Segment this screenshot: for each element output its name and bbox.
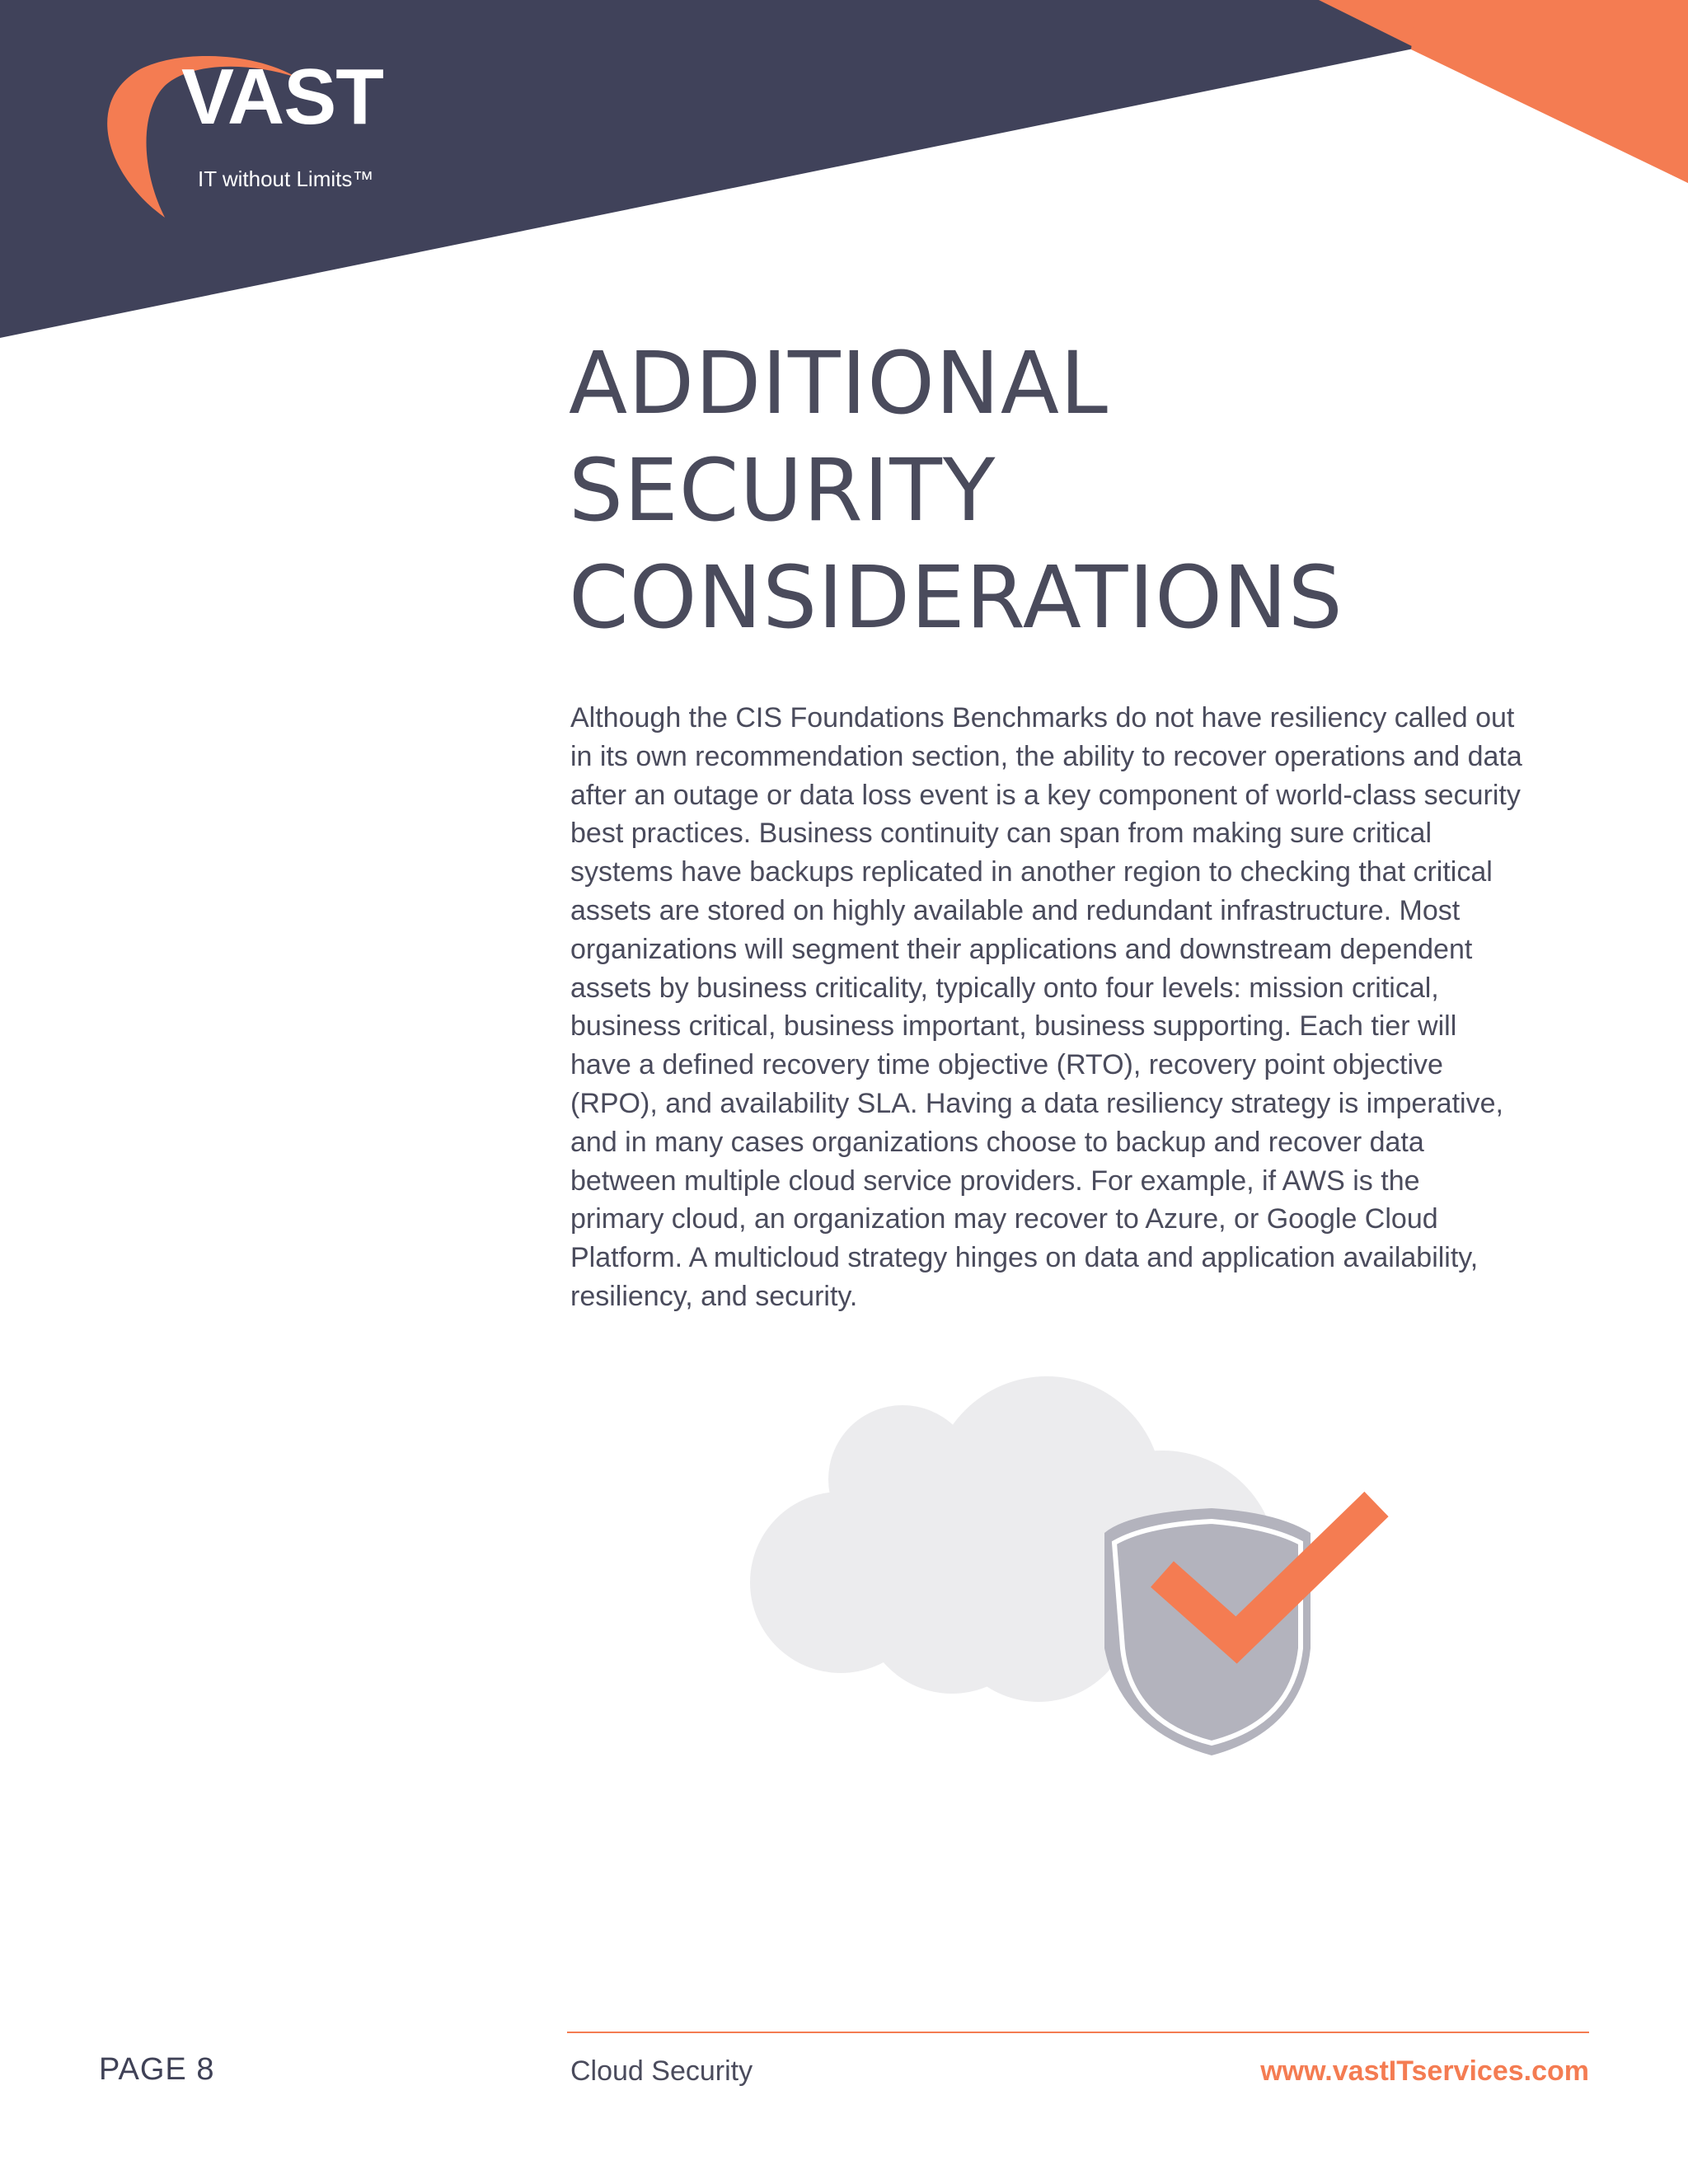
body-line: Although the CIS Foundations Benchmarks do not have resiliency called out bbox=[570, 702, 1515, 733]
page-title bbox=[569, 330, 1558, 651]
body-paragraph bbox=[570, 699, 1543, 1316]
logo-wordmark: VAST bbox=[181, 53, 383, 141]
body-line: and in many cases organizations choose to backup and recover data bbox=[570, 1126, 1424, 1158]
body-line: in its own recommendation section, the ability to recover operations and data bbox=[570, 740, 1522, 772]
footer-website-link[interactable]: www.vastITservices.com bbox=[1260, 2055, 1589, 2087]
body-line: (RPO), and availability SLA. Having a data resiliency strategy is imperative, bbox=[570, 1087, 1503, 1119]
footer-document-title: Cloud Security bbox=[570, 2055, 753, 2087]
body-line: resiliency, and security. bbox=[570, 1280, 858, 1312]
body-line: between multiple cloud service providers. For example, if AWS is the bbox=[570, 1165, 1420, 1197]
body-line: organizations will segment their applications and downstream dependent bbox=[570, 933, 1473, 965]
body-line: assets by business criticality, typically onto four levels: mission critical, bbox=[570, 972, 1439, 1004]
body-line: systems have backups replicated in another region to checking that critical bbox=[570, 856, 1493, 888]
body-line: assets are stored on highly available and redundant infrastructure. Most bbox=[570, 894, 1461, 926]
body-line: primary cloud, an organization may recover to Azure, or Google Cloud bbox=[570, 1203, 1438, 1235]
cloud-security-illustration bbox=[734, 1335, 1409, 1813]
title-line: ADDITIONAL bbox=[569, 333, 1109, 434]
title-line: SECURITY bbox=[569, 440, 996, 541]
header-white-wedge bbox=[1411, 0, 1688, 183]
footer-divider bbox=[567, 2032, 1589, 2033]
body-line: Platform. A multicloud strategy hinges on data and application availability, bbox=[570, 1242, 1479, 1274]
title-line: CONSIDERATIONS bbox=[569, 547, 1343, 648]
body-line: business critical, business important, business supporting. Each tier will bbox=[570, 1010, 1457, 1043]
page-number: PAGE 8 bbox=[99, 2052, 215, 2087]
logo-tagline: IT without Limits™ bbox=[198, 166, 374, 191]
body-line: after an outage or data loss event is a key component of world-class security bbox=[570, 779, 1521, 811]
body-line: best practices. Business continuity can span from making sure critical bbox=[570, 818, 1432, 850]
vast-logo bbox=[91, 53, 404, 226]
body-line: have a defined recovery time objective (RTO), recovery point objective bbox=[570, 1049, 1443, 1081]
